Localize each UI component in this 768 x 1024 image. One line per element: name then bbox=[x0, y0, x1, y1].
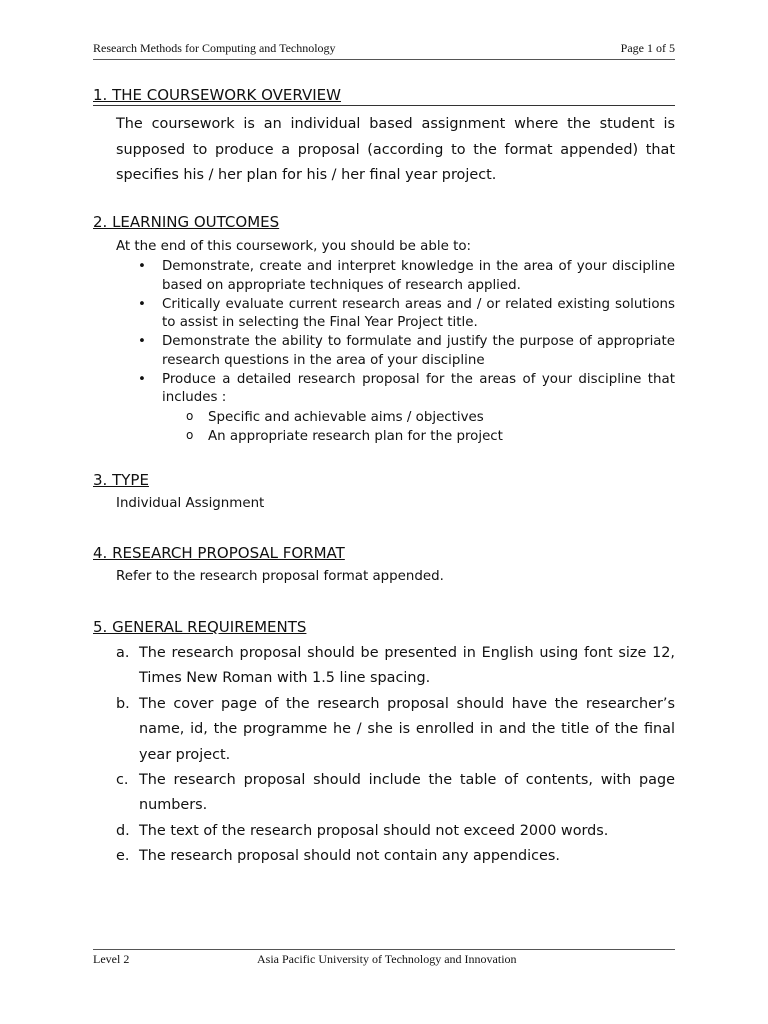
section-1-heading bbox=[93, 86, 675, 106]
list-item-text: Demonstrate the ability to formulate and justify the purpose of appropriate research questions in the area of your discipline bbox=[162, 334, 675, 368]
section-3-body: Individual Assignment bbox=[116, 496, 265, 511]
learning-outcomes-list bbox=[116, 258, 675, 447]
bullet-icon: • bbox=[138, 371, 146, 387]
page-header bbox=[93, 41, 675, 60]
page-footer bbox=[93, 949, 675, 970]
list-item-marker: c. bbox=[116, 772, 129, 789]
sub-list-item bbox=[162, 427, 675, 447]
section-4-body: Refer to the research proposal format appended. bbox=[116, 569, 444, 584]
list-item-text: Demonstrate, create and interpret knowledge in the area of your discipline based on appropriate techniques of research applied. bbox=[162, 259, 675, 293]
list-item bbox=[116, 296, 675, 333]
sub-list-item-text: Specific and achievable aims / objectives bbox=[208, 409, 484, 425]
bullet-icon: • bbox=[138, 259, 146, 274]
footer-university: Asia Pacific University of Technology and Innovation bbox=[257, 952, 517, 966]
section-2-intro: At the end of this coursework, you should be able to: bbox=[116, 239, 472, 254]
list-item bbox=[116, 258, 675, 295]
sub-list-item bbox=[162, 408, 675, 428]
section-1-body: The coursework is an individual based assignment where the student is supposed to produce a proposal (according to the format appended) that specifies his / her plan for his / her final year project. bbox=[116, 116, 675, 183]
circle-bullet-icon: o bbox=[186, 408, 194, 423]
list-item-marker: e. bbox=[116, 848, 130, 865]
sub-list-item-text: An appropriate research plan for the project bbox=[208, 429, 503, 445]
bullet-icon: • bbox=[138, 296, 146, 312]
list-item-text: Produce a detailed research proposal for the areas of your discipline that includes : bbox=[162, 371, 675, 406]
list-item bbox=[116, 641, 675, 692]
list-item bbox=[116, 844, 675, 869]
list-item-text: The research proposal should not contain any appendices. bbox=[139, 848, 560, 865]
list-item-text: The research proposal should include the table of contents, with page numbers. bbox=[139, 772, 675, 814]
header-page-number: Page 1 of 5 bbox=[620, 41, 675, 55]
section-5-heading: 5. GENERAL REQUIREMENTS bbox=[93, 618, 307, 636]
list-item-text: Critically evaluate current research areas and / or related existing solutions to assist in selecting the Final Year Project title. bbox=[162, 296, 675, 331]
section-2-heading: 2. LEARNING OUTCOMES bbox=[93, 213, 280, 231]
list-item bbox=[116, 819, 675, 844]
list-item-text: The research proposal should be presented in English using font size 12, Times New Roman with 1.5 line spacing. bbox=[139, 645, 675, 687]
list-item-marker: b. bbox=[116, 695, 130, 712]
sub-list bbox=[162, 408, 675, 447]
section-4-heading: 4. RESEARCH PROPOSAL FORMAT bbox=[93, 544, 345, 562]
list-item-marker: d. bbox=[116, 822, 130, 839]
list-item-text: The text of the research proposal should not exceed 2000 words. bbox=[139, 822, 609, 839]
general-requirements-list bbox=[116, 641, 675, 870]
circle-bullet-icon: o bbox=[186, 428, 194, 443]
list-item-text: The cover page of the research proposal should have the researcher’s name, id, the programme he / she is enrolled in and the title of the final year project. bbox=[139, 695, 675, 763]
list-item bbox=[116, 692, 675, 768]
list-item bbox=[116, 768, 675, 819]
bullet-icon: • bbox=[138, 334, 146, 350]
section-3-heading: 3. TYPE bbox=[93, 471, 149, 489]
list-item bbox=[116, 333, 675, 370]
list-item-marker: a. bbox=[116, 645, 130, 661]
footer-level: Level 2 bbox=[93, 952, 130, 966]
section-1-title: 1. THE COURSEWORK OVERVIEW bbox=[93, 86, 341, 104]
list-item bbox=[116, 371, 675, 447]
header-course-title: Research Methods for Computing and Technology bbox=[93, 41, 336, 55]
